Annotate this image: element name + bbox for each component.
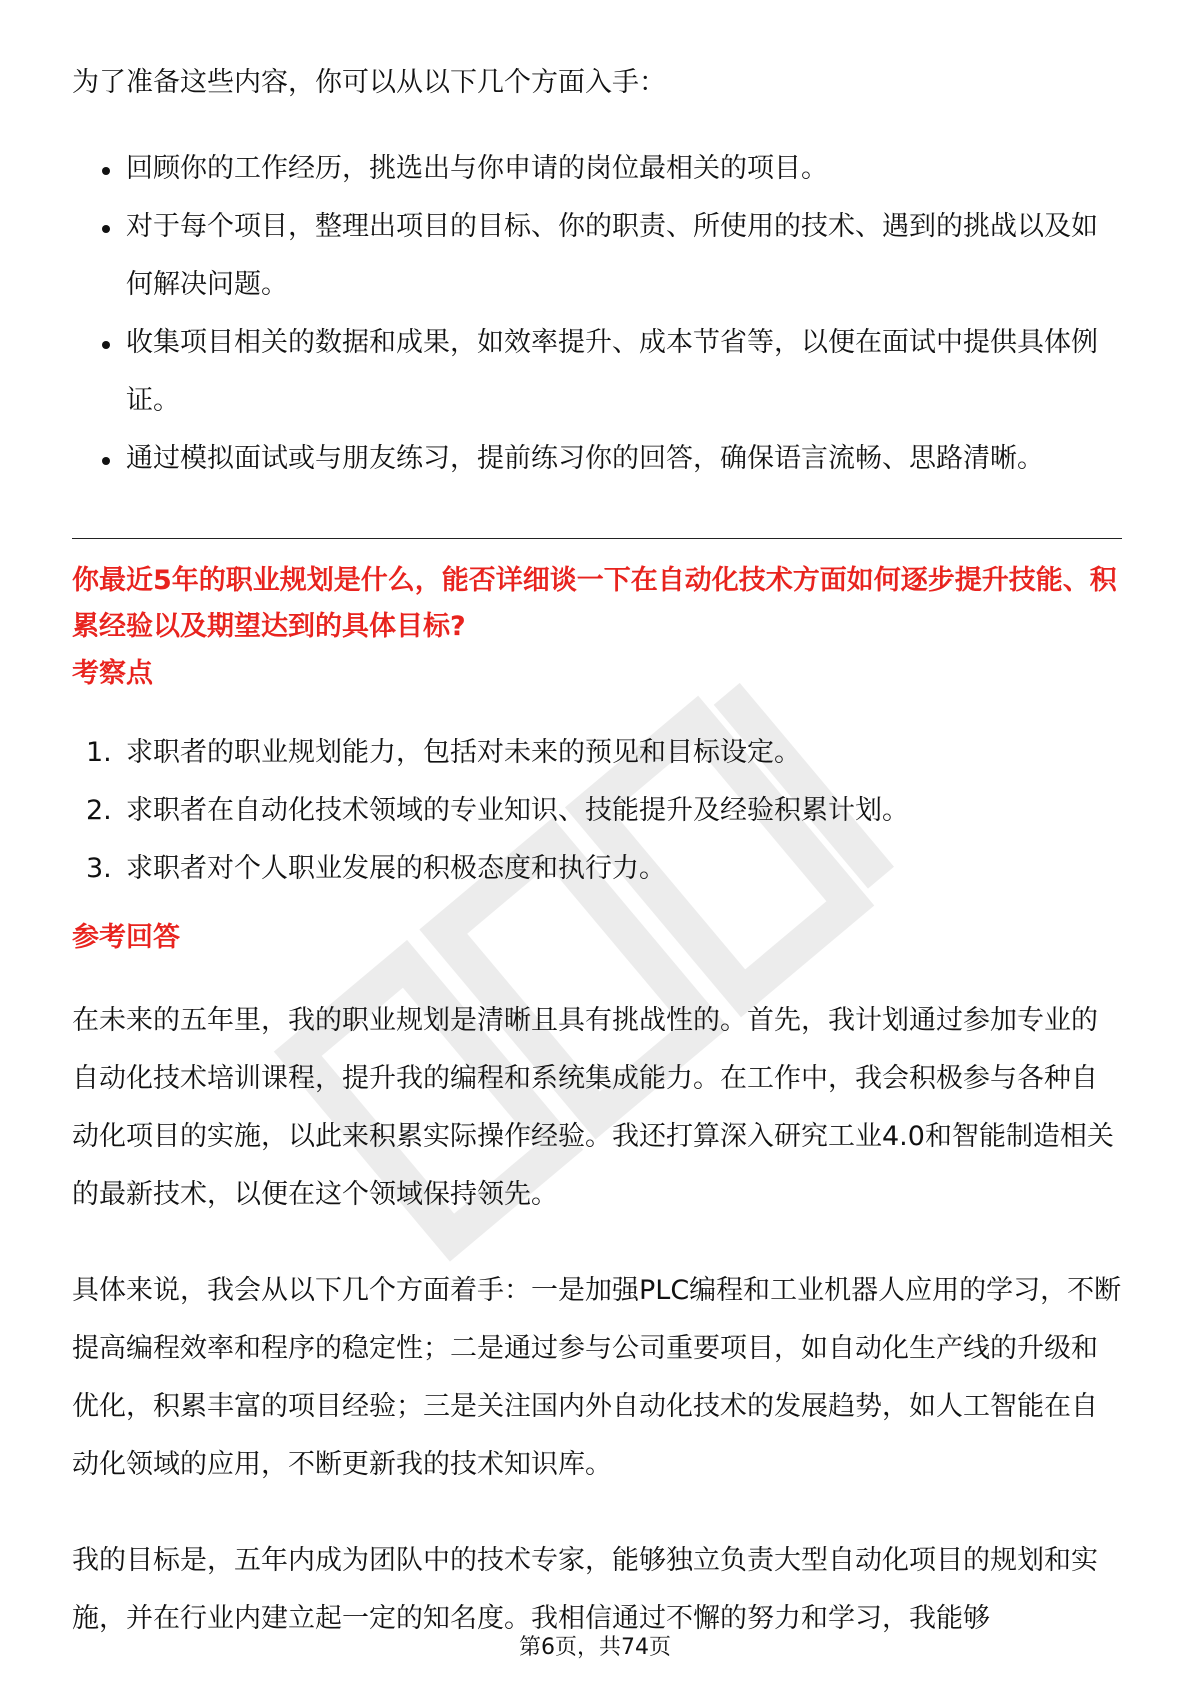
bullet-icon [102, 167, 110, 175]
answer-paragraph: 在未来的五年里，我的职业规划是清晰且具有挑战性的。首先，我计划通过参加专业的自动化技术培训课程，提升我的编程和系统集成能力。在工作中，我会积极参与各种自动化项目的实施，以此来积累实际操作经验。我还打算深入研究工业4.0和智能制造相关的最新技术，以便在这个领域保持领先。 [72, 1005, 1114, 1210]
bullet-icon [102, 341, 110, 349]
points-heading: 考察点 [72, 658, 153, 689]
list-item: 通过模拟面试或与朋友练习，提前练习你的回答，确保语言流畅、思路清晰。 [72, 430, 1122, 488]
intro-text: 为了准备这些内容，你可以从以下几个方面入手： [72, 67, 666, 98]
section-divider [72, 538, 1122, 539]
interview-question: 你最近5年的职业规划是什么，能否详细谈一下在自动化技术方面如何逐步提升技能、积累经验以及期望达到的具体目标? [72, 565, 1117, 642]
bullet-icon [102, 457, 110, 465]
list-item: 对于每个项目，整理出项目的目标、你的职责、所使用的技术、遇到的挑战以及如何解决问题。 [72, 198, 1122, 314]
list-item: 3. 求职者对个人职业发展的积极态度和执行力。 [86, 853, 666, 884]
list-item: 2. 求职者在自动化技术领域的专业知识、技能提升及经验积累计划。 [86, 795, 909, 826]
reference-answer [72, 992, 1122, 1686]
list-item: 回顾你的工作经历，挑选出与你申请的岗位最相关的项目。 [72, 140, 1122, 198]
bullet-icon [102, 225, 110, 233]
list-item: 1. 求职者的职业规划能力，包括对未来的预见和目标设定。 [86, 737, 801, 768]
assessment-points-list [72, 724, 1122, 898]
list-item: 收集项目相关的数据和成果，如效率提升、成本节省等，以便在面试中提供具体例证。 [72, 314, 1122, 430]
answer-paragraph: 具体来说，我会从以下几个方面着手：一是加强PLC编程和工业机器人应用的学习，不断提高编程效率和程序的稳定性；二是通过参与公司重要项目，如自动化生产线的升级和优化，积累丰富的项目经验；三是关注国内外自动化技术的发展趋势，如人工智能在自动化领域的应用，不断更新我的技术知识库。 [72, 1275, 1122, 1480]
preparation-list [72, 140, 1122, 488]
page-footer: 第6页，共74页 [519, 1635, 671, 1660]
answer-heading: 参考回答 [72, 922, 180, 953]
answer-paragraph: 我的目标是，五年内成为团队中的技术专家，能够独立负责大型自动化项目的规划和实施，并在行业内建立起一定的知名度。我相信通过不懈的努力和学习，我能够 [72, 1545, 1098, 1634]
